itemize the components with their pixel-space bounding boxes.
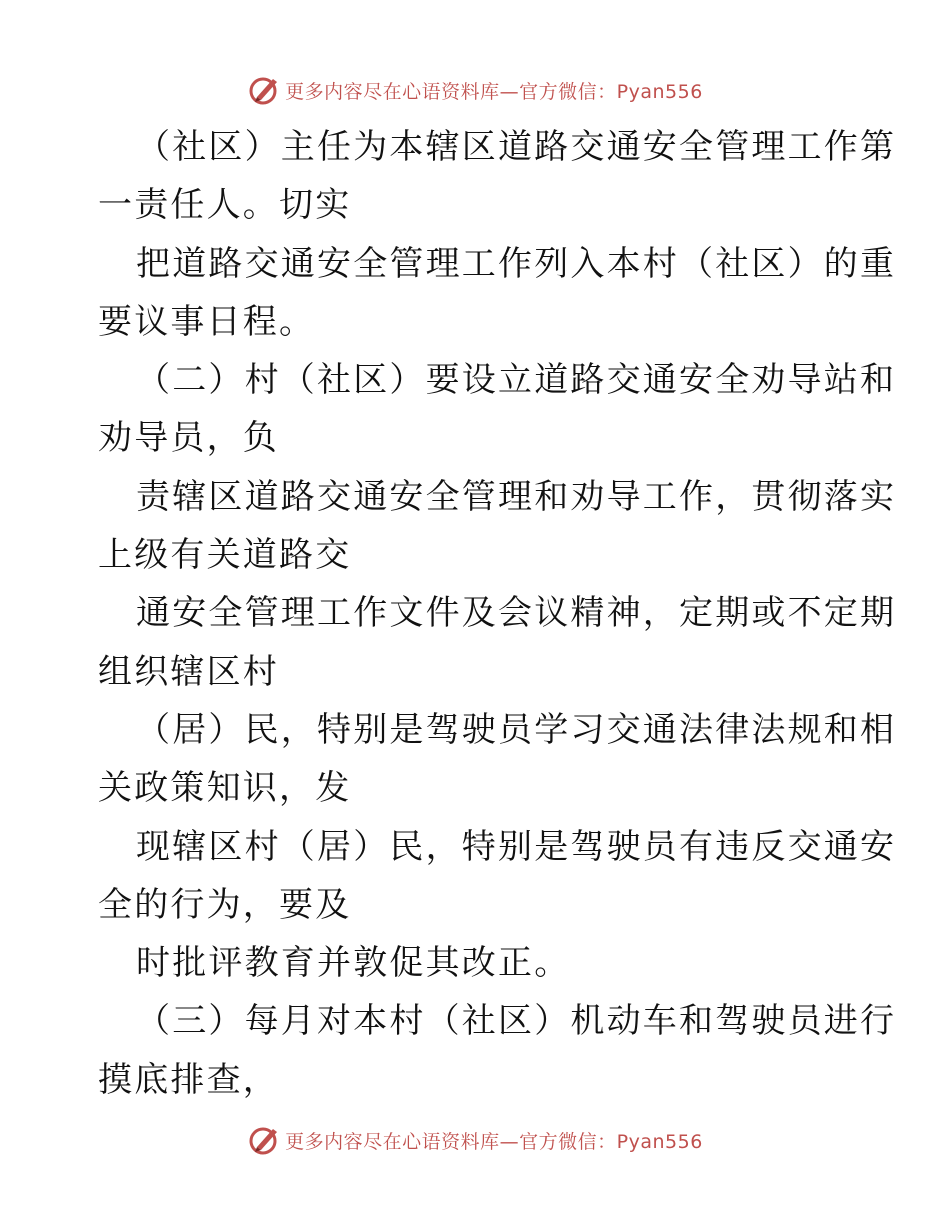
text-line: 摸底排查，	[98, 1059, 279, 1100]
pen-logo-icon	[247, 1123, 281, 1157]
document-body	[98, 118, 897, 1109]
text-line: 上级有关道路交	[98, 535, 352, 576]
watermark-text: 更多内容尽在心语资料库—官方微信：Pyan556	[285, 1130, 703, 1153]
text-line: 现辖区村（居）民，特别是驾驶员有违反交通安	[136, 826, 897, 867]
pen-logo-icon	[247, 73, 281, 107]
text-line: 通安全管理工作文件及会议精神，定期或不定期	[136, 593, 897, 634]
text-line: （居）民，特别是驾驶员学习交通法律法规和相	[136, 709, 897, 750]
text-line: 组织辖区村	[98, 651, 279, 692]
watermark-footer	[0, 1118, 950, 1162]
watermark-text: 更多内容尽在心语资料库—官方微信：Pyan556	[285, 80, 703, 103]
text-line: 全的行为，要及	[98, 884, 352, 925]
text-line: （社区）主任为本辖区道路交通安全管理工作第	[136, 127, 897, 167]
text-line: （三）每月对本村（社区）机动车和驾驶员进行	[136, 1001, 897, 1042]
text-line: 劝导员，负	[98, 418, 279, 459]
text-line: 一责任人。切实	[98, 185, 352, 226]
text-line: 把道路交通安全管理工作列入本村（社区）的重	[136, 243, 897, 284]
text-line: 关政策知识，发	[98, 768, 352, 809]
text-line: 要议事日程。	[98, 301, 316, 342]
text-line: 时批评教育并敦促其改正。	[136, 943, 571, 984]
text-line: 责辖区道路交通安全管理和劝导工作，贯彻落实	[136, 476, 897, 517]
text-line: （二）村（社区）要设立道路交通安全劝导站和	[136, 360, 897, 401]
watermark-header	[0, 68, 950, 112]
